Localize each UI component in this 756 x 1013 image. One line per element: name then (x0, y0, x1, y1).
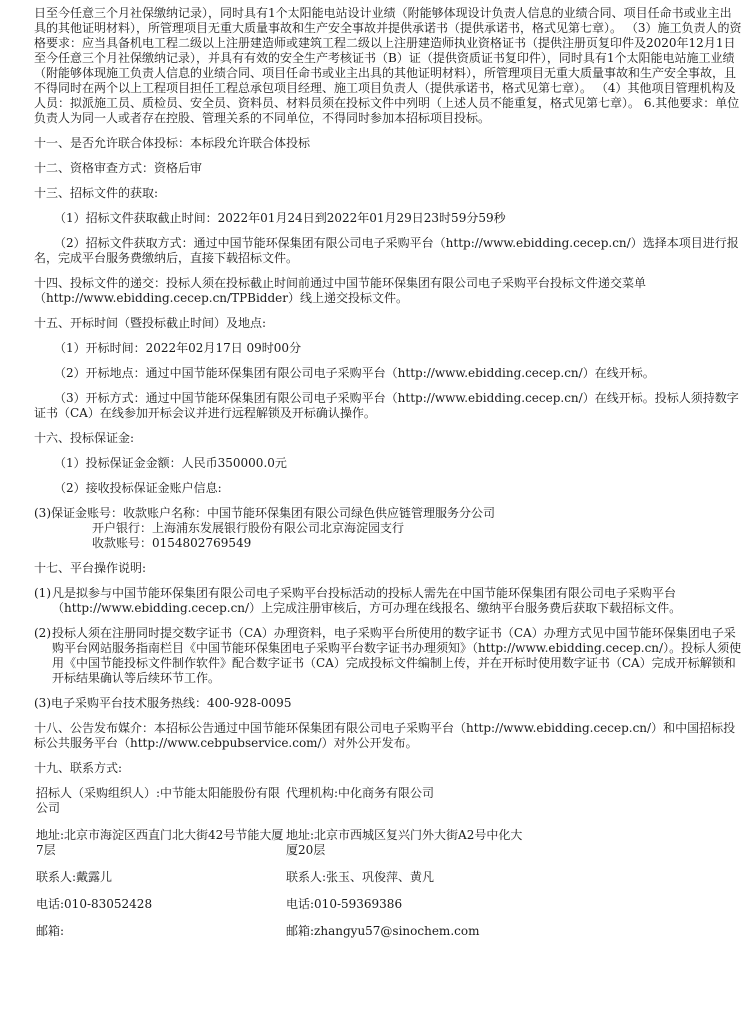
section-17-item-2 (34, 626, 742, 686)
deposit-account-number: 收款账号：0154802769549 (92, 536, 252, 550)
section-17-item-1 (34, 586, 742, 616)
section-17-item-3: (3)电子采购平台技术服务热线：400-928-0095 (34, 696, 292, 710)
agency-phone: 电话:010-59369386 (286, 897, 403, 911)
section-13-item-1: （1）招标文件获取截止时间：2022年01月24日到2022年01月29日23时59分59秒 (54, 211, 506, 225)
tenderer-contact: 联系人:戴露儿 (36, 870, 113, 884)
section-11: 十一、是否允许联合体投标：本标段允许联合体投标 (34, 136, 311, 150)
item-number: (1) (34, 586, 51, 600)
item-number: (2) (34, 626, 51, 640)
section-19-title: 十九、联系方式: (34, 761, 123, 775)
item-text: 凡是拟参与中国节能环保集团有限公司电子采购平台投标活动的投标人需先在中国节能环保集团有限公司电子采购平台（http://www.ebidding.cecep.cn/）上完成注册审核后，方可办理在线报名、缴纳平台服务费后获取下载招标文件。 (52, 586, 682, 615)
section-15-item-1: （1）开标时间：2022年02月17日 09时00分 (54, 341, 302, 355)
intro-paragraph: 日至今任意三个月社保缴纳记录），同时具有1个太阳能电站设计业绩（附能够体现设计负责人信息的业绩合同、项目任命书或业主出具的其他证明材料），所管理项目无重大质量事故和生产安全事故并提供承诺书（提供承诺书，格式见第七章）。 （3）施工负责人的资格要求：应当具备机电工程二级以上注册建造师或建筑工程二级以上注册建造师执业资格证书（提供注册页复印件及2020年12月1日至今任意三个月社保缴纳记录），并具有有效的安全生产考核证书（B）证（提供资质证书复印件），同时具有1个太阳能电站施工业绩（附能够体现施工负责人信息的业绩合同、项目任命书或业主出具的其他证明材料），所管理项目无重大质量事故和生产安全事故，且不得同时在两个以上工程项目担任工程总承包项目经理、施工项目负责人（提供承诺书，格式见第七章）。 （4）其他项目管理机构及人员：拟派施工员、质检员、安全员、资料员、材料员须在投标文件中列明（上述人员不能重复，格式见第七章）。 6.其他要求：单位负责人为同一人或者存在控股、管理关系的不同单位，不得同时参加本招标项目投标。 (34, 6, 742, 125)
section-18: 十八、公告发布媒介：本招标公告通过中国节能环保集团有限公司电子采购平台（http://www.ebidding.cecep.cn/）和中国招标投标公共服务平台（http://www.cebpubservice.com/）对外公开发布。 (34, 721, 736, 750)
contact-table (34, 786, 534, 951)
agency-address: 地址:北京市西城区复兴门外大街A2号中化大厦20层 (286, 828, 523, 857)
section-12: 十二、资格审查方式：资格后审 (34, 161, 203, 175)
section-16-item-3 (34, 506, 742, 551)
section-15-item-2: （2）开标地点：通过中国节能环保集团有限公司电子采购平台（http://www.ebidding.cecep.cn/）在线开标。 (54, 366, 655, 380)
section-13-item-2: （2）招标文件获取方式：通过中国节能环保集团有限公司电子采购平台（http://www.ebidding.cecep.cn/）选择本项目进行报名，完成平台服务费缴纳后，直接下载招标文件。 (34, 236, 739, 265)
section-13-title: 十三、招标文件的获取: (34, 186, 159, 200)
tenderer-address: 地址:北京市海淀区西直门北大街42号节能大厦7层 (36, 828, 284, 857)
agency-email: 邮箱:zhangyu57@sinochem.com (286, 924, 480, 938)
section-16-item-1: （1）投标保证金金额：人民币350000.0元 (54, 456, 287, 470)
tenderer-email: 邮箱: (36, 924, 65, 938)
agency-org: 代理机构:中化商务有限公司 (286, 786, 435, 800)
section-17-title: 十七、平台操作说明: (34, 561, 147, 575)
section-16-title: 十六、投标保证金: (34, 431, 135, 445)
section-15-item-3: （3）开标方式：通过中国节能环保集团有限公司电子采购平台（http://www.ebidding.cecep.cn/）在线开标。投标人须持数字证书（CA）在线参加开标会议并进行远程解锁及开标确认操作。 (34, 391, 739, 420)
item-text: 投标人须在注册同时提交数字证书（CA）办理资料，电子采购平台所使用的数字证书（CA）办理方式见中国节能环保集团电子采购平台网站服务指南栏目《中国节能环保集团电子采购平台数字证书办理须知》（http://www.ebidding.cecep.cn/）。投标人须使用《中国节能投标文件制作软件》配合数字证书（CA）完成投标文件编制上传，并在开标时使用数字证书（CA）完成开标解锁和开标结果确认等后续环节工作。 (52, 626, 742, 685)
deposit-bank: 开户银行：上海浦东发展银行股份有限公司北京海淀园支行 (92, 521, 405, 535)
section-16-item-2: （2）接收投标保证金账户信息: (54, 481, 222, 495)
tenderer-phone: 电话:010-83052428 (36, 897, 153, 911)
tenderer-org: 招标人（采购组织人）:中节能太阳能股份有限公司 (36, 786, 281, 815)
section-14: 十四、投标文件的递交：投标人须在投标截止时间前通过中国节能环保集团有限公司电子采购平台投标文件递交菜单（http://www.ebidding.cecep.cn/TPBidder）线上递交投标文件。 (34, 276, 647, 305)
deposit-account-name: (3)保证金账号：收款账户名称：中国节能环保集团有限公司绿色供应链管理服务分公司 (34, 506, 496, 520)
agency-contact: 联系人:张玉、巩俊萍、黄凡 (286, 870, 435, 884)
section-15-title: 十五、开标时间（暨投标截止时间）及地点: (34, 316, 267, 330)
